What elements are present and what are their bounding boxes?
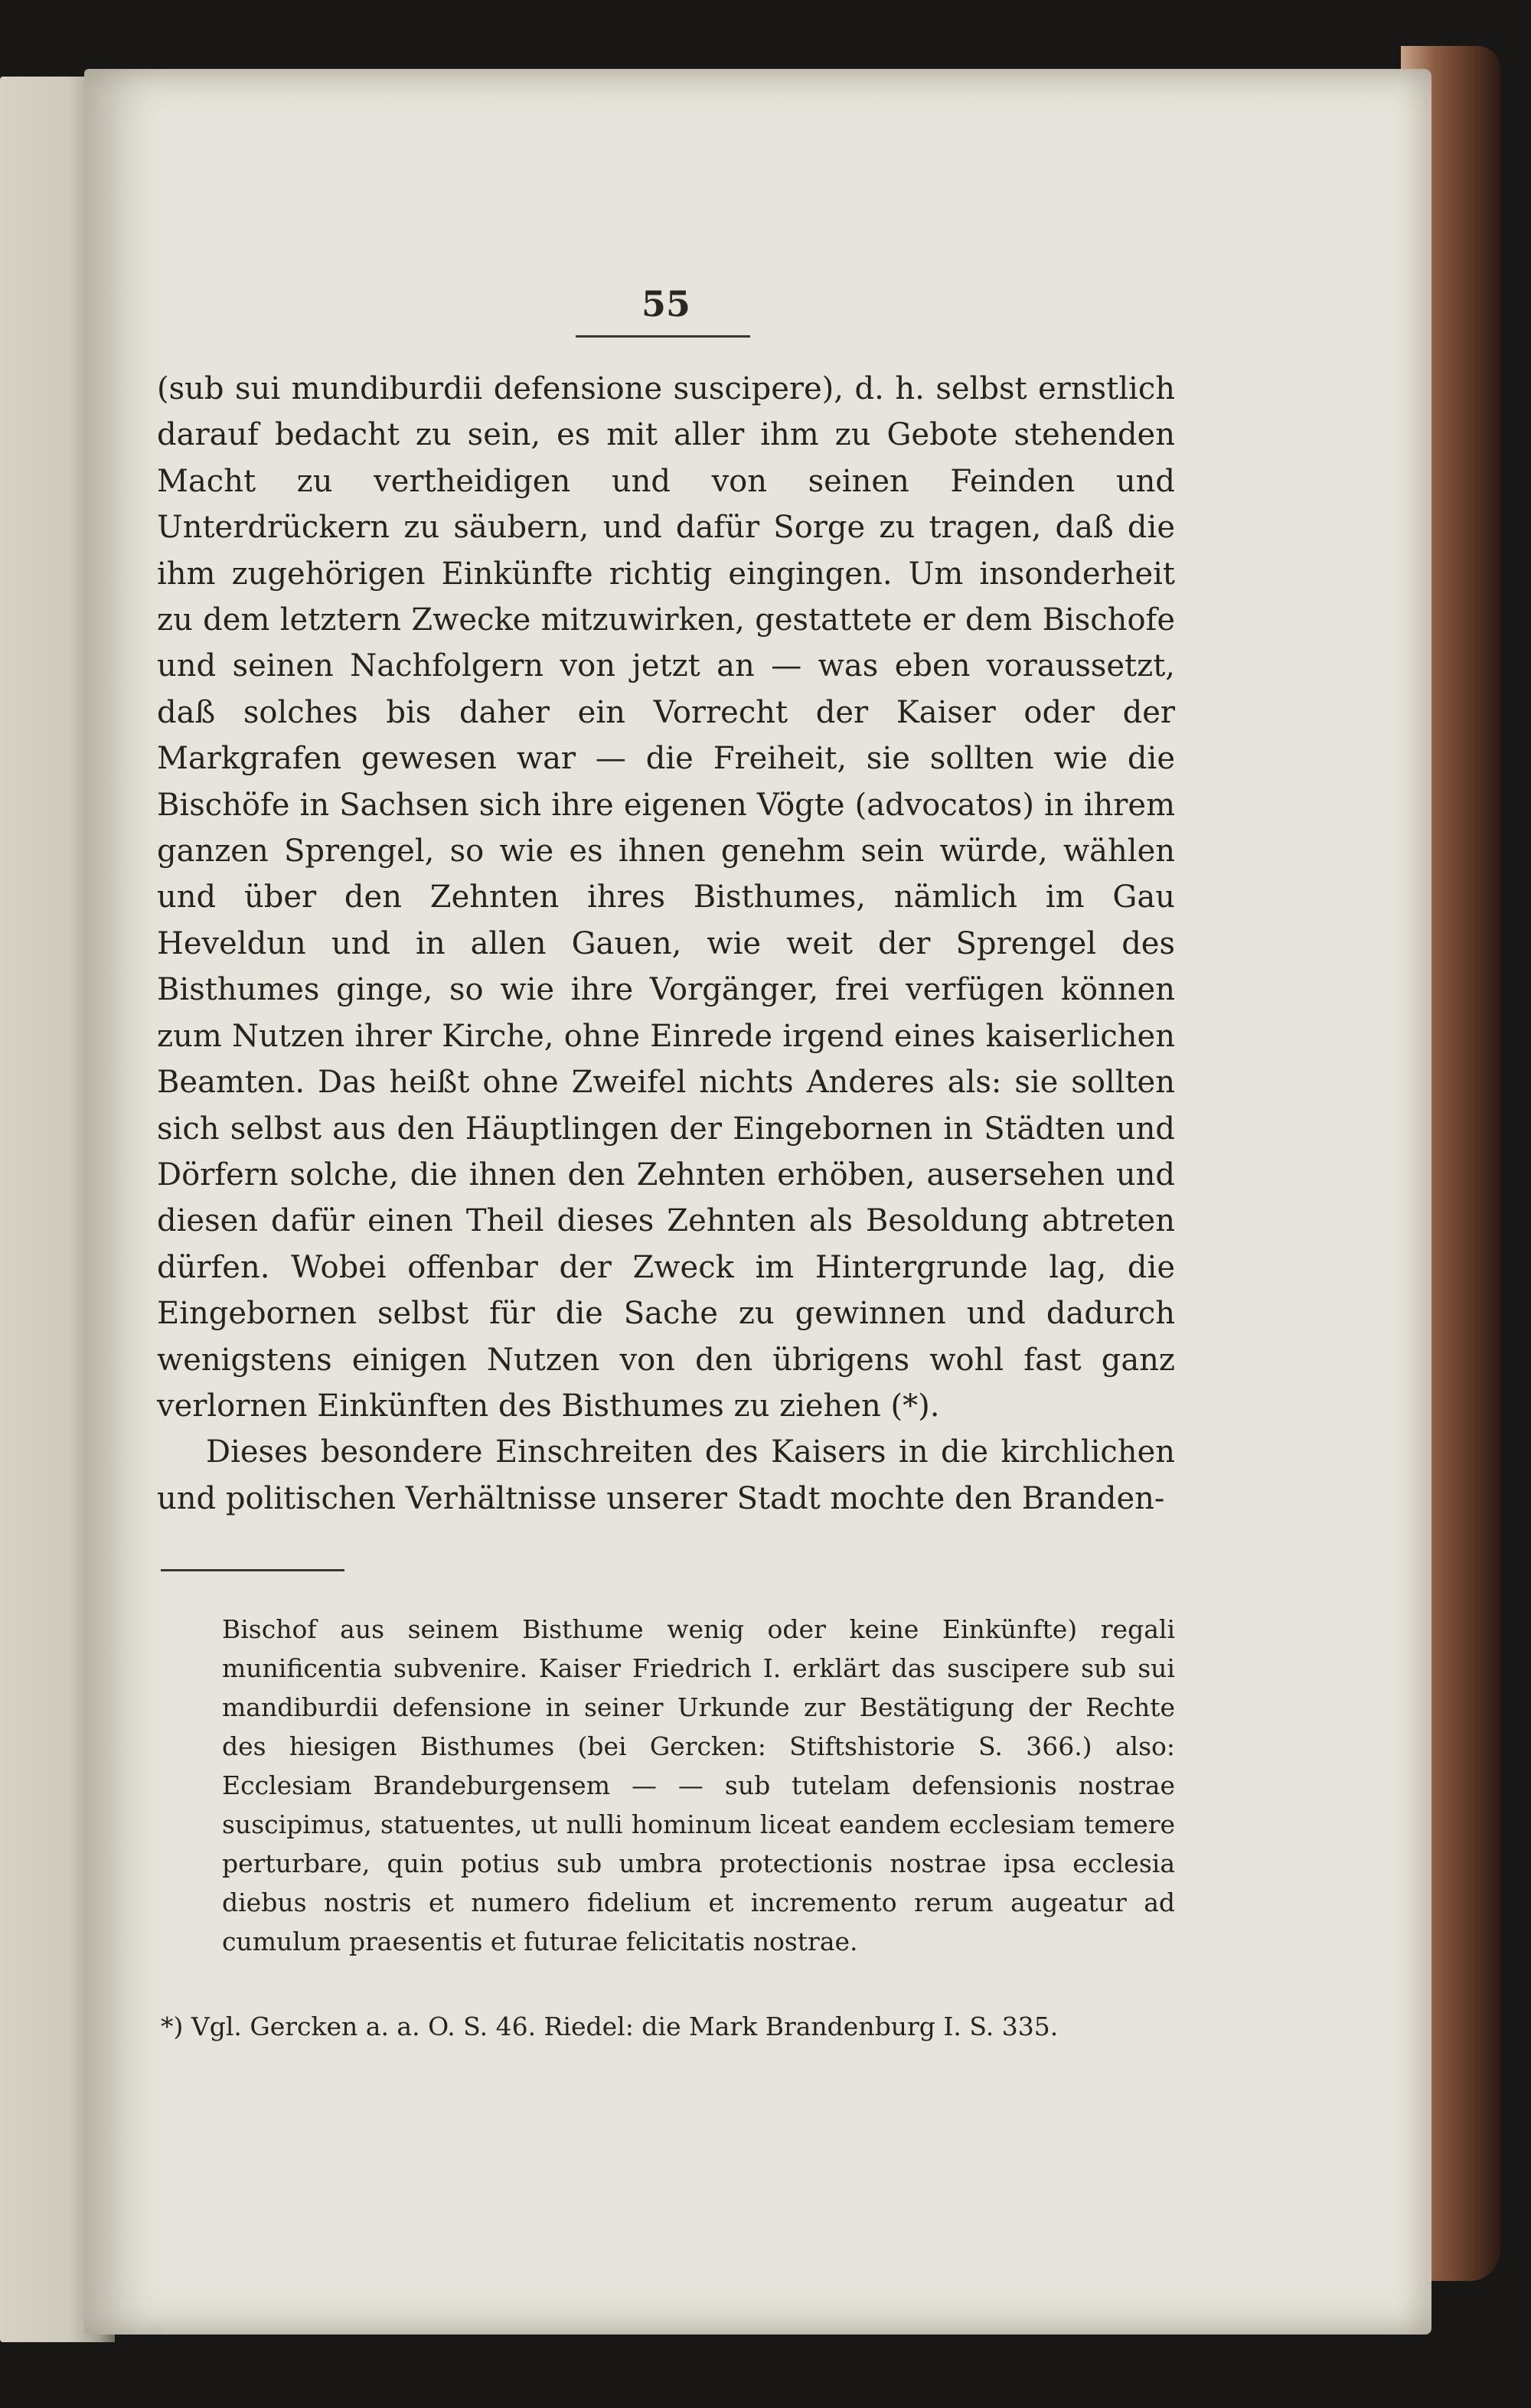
footnote-rule [161, 1569, 344, 1571]
page-number: 55 [641, 283, 690, 325]
footnote-star-text: *) Vgl. Gercken a. a. O. S. 46. Riedel: die Mark Brandenburg I. S. 335. [161, 2012, 1059, 2041]
body-paragraph-2: Dieses besondere Einschreiten des Kaisers in die kirchlichen und politischen Verhältnisse unserer Stadt mochte den Branden- [157, 1434, 1175, 1516]
header-rule [576, 335, 750, 338]
footnote-continuation [222, 1610, 1175, 1961]
footnote-star [161, 2007, 1175, 2046]
body-paragraph-1: (sub sui mundiburdii defensione suscipere), d. h. selbst ernstlich darauf bedacht zu sein, es mit aller ihm zu Gebote stehenden Macht zu vertheidigen und von seinen Feinden und Unterdrückern zu säubern, und dafür Sorge zu tragen, daß die ihm zugehörigen Einkünfte richtig eingingen. Um insonderheit zu dem letztern Zwecke mitzuwirken, gestattete er dem Bischofe und seinen Nachfolgern von jetzt an — was eben voraussetzt, daß solches bis daher ein Vorrecht der Kaiser oder der Markgrafen gewesen war — die Freiheit, sie sollten wie die Bischöfe in Sachsen sich ihre eigenen Vögte (advocatos) in ihrem ganzen Sprengel, so wie es ihnen genehm sein würde, wählen und über den Zehnten ihres Bisthumes, nämlich im Gau Heveldun und in allen Gauen, wie weit der Sprengel des Bisthumes ginge, so wie ihre Vorgänger, frei verfügen können zum Nutzen ihrer Kirche, ohne Einrede irgend eines kaiserlichen Beamten. Das heißt ohne Zweifel nichts Anderes als: sie sollten sich selbst aus den Häuptlingen der Eingebornen in Städten und Dörfern solche, die ihnen den Zehnten erhöben, ausersehen und diesen dafür einen Theil dieses Zehnten als Besoldung abtreten dürfen. Wobei offenbar der Zweck im Hintergrunde lag, die Eingebornen selbst für die Sache zu gewinnen und dadurch wenigstens einigen Nutzen von den übrigens wohl fast ganz verlornen Einkünften des Bisthumes zu ziehen (*). [157, 371, 1175, 1424]
footnote-continuation-text: Bischof aus seinem Bisthume wenig oder keine Einkünfte) regali munificentia subvenire. Kaiser Friedrich I. erklärt das suscipere sub sui mandiburdii defensione in seiner Urkunde zur Bestätigung der Rechte des hiesigen Bisthumes (bei Gercken: Stiftshistorie S. 366.) also: Ecclesiam Brandeburgensem — — sub tutelam defensionis nostrae suscipimus, statuentes, ut nulli hominum liceat eandem ecclesiam temere perturbare, quin potius sub umbra protectionis nostrae ipsa ecclesia diebus nostris et numero fidelium et incremento rerum augeatur ad cumulum praesentis et futurae felicitatis nostrae. [222, 1614, 1175, 1956]
body-text [157, 366, 1175, 1522]
